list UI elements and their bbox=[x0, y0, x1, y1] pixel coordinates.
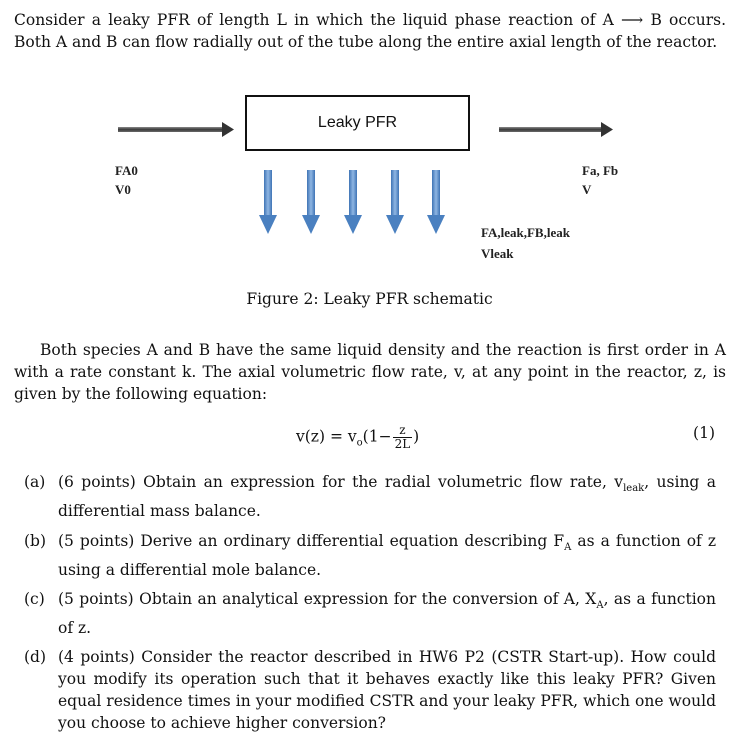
eq-fraction bbox=[393, 424, 413, 451]
eq-sub: o bbox=[356, 437, 363, 449]
problem-intro: Consider a leaky PFR of length L in which the liquid phase reaction of A ⟶ B occurs. Both A and B can flow radially out of the tube along the entire axial length of the reactor. bbox=[14, 11, 726, 51]
outlet-flow-label: Fa, Fb bbox=[582, 163, 619, 178]
eq-close: ) bbox=[413, 427, 420, 446]
outlet-arrow bbox=[499, 122, 613, 137]
question-text-before: (5 points) Obtain an analytical expression for the conversion of A, X bbox=[58, 590, 597, 608]
question-text-after: , using a differential mass balance. bbox=[58, 473, 716, 521]
question-tag: (a) bbox=[24, 473, 46, 491]
reactor-box bbox=[245, 95, 470, 151]
inlet-volume-label: V0 bbox=[115, 182, 131, 197]
question-text-after: as a function of z using a differential mole balance. bbox=[58, 532, 716, 580]
problem-description bbox=[14, 339, 726, 405]
question-d bbox=[24, 646, 716, 741]
question-a bbox=[24, 471, 716, 522]
equation-number: (1) bbox=[693, 424, 715, 442]
question-text bbox=[58, 471, 716, 522]
equation-1 bbox=[0, 416, 739, 456]
question-text bbox=[58, 646, 716, 741]
question-text-before: (5 points) Derive an ordinary differential equation describing F bbox=[58, 532, 565, 550]
eq-open: (1− bbox=[362, 427, 392, 446]
question-tag: (b) bbox=[24, 532, 47, 550]
leak-flow-label: FA,leak,FB,leak bbox=[481, 225, 570, 240]
leak-arrow bbox=[302, 170, 320, 234]
question-c bbox=[24, 588, 716, 639]
question-tag: (c) bbox=[24, 590, 45, 608]
outlet-volume-label: V bbox=[582, 182, 592, 197]
question-text-before: (4 points) Consider the reactor described in HW6 P2 (CSTR Start-up). How could you modify its operation such that it behaves exactly like this leaky PFR? Given equal residence times in your modified CSTR and your leaky PFR, which one would you choose to achieve higher conversion? bbox=[58, 648, 716, 732]
leak-arrow bbox=[427, 170, 445, 234]
inlet-flow-label: FA0 bbox=[115, 163, 138, 178]
description-text: Both species A and B have the same liquid density and the reaction is first order in A with a rate constant k. The axial volumetric flow rate, v, at any point in the reactor, z, is given by the following equation: bbox=[14, 341, 726, 403]
figure-caption: Figure 2: Leaky PFR schematic bbox=[246, 290, 493, 308]
equation-body bbox=[296, 424, 419, 451]
eq-denominator: 2L bbox=[394, 437, 411, 451]
eq-lhs: v(z) = v bbox=[296, 427, 357, 446]
question-text bbox=[58, 588, 716, 639]
leak-arrow bbox=[259, 170, 277, 234]
question-sub: leak bbox=[623, 483, 645, 495]
reactor-label: Leaky PFR bbox=[317, 114, 398, 131]
inlet-arrow bbox=[118, 122, 234, 137]
question-tag: (d) bbox=[24, 648, 47, 666]
question-text bbox=[58, 530, 716, 581]
question-sub: A bbox=[596, 600, 604, 612]
leak-arrow bbox=[386, 170, 404, 234]
leaky-pfr-figure bbox=[0, 0, 739, 300]
leak-volume-label: Vleak bbox=[481, 246, 514, 261]
question-text-before: (6 points) Obtain an expression for the radial volumetric flow rate, v bbox=[58, 473, 624, 491]
question-sub: A bbox=[564, 542, 572, 554]
leak-arrow bbox=[344, 170, 362, 234]
eq-numerator: z bbox=[393, 424, 413, 438]
question-text-after: , as a function of z. bbox=[58, 590, 716, 638]
question-b bbox=[24, 530, 716, 581]
